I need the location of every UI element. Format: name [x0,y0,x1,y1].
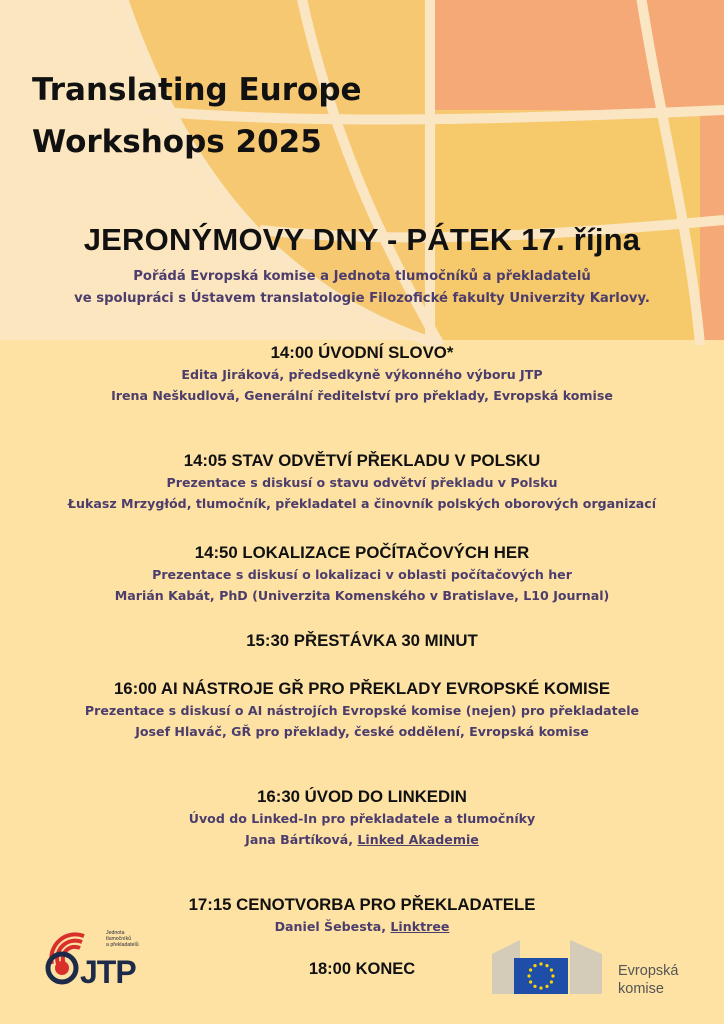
session-line: Łukasz Mrzygłód, tlumočník, překladatel a činovník polských oborových organizací [67,496,657,511]
ec-building-icon [490,934,610,1000]
session-line: Prezentace s diskusí o lokalizaci v oblasti počítačových her [152,567,572,582]
session-title: 16:00 AI NÁSTROJE GŘ PRO PŘEKLADY EVROPSKÉ KOMISE [113,679,611,698]
session-line: Úvod do Linked-In pro překladatele a tlumočníky [188,811,536,826]
session-line: Prezentace s diskusí o stavu odvětví překladu v Polsku [166,475,558,490]
session-line: Prezentace s diskusí o AI nástrojích Evropské komise (nejen) pro překladatele [84,703,640,718]
organizer-line-2: ve spolupráci s Ústavem translatologie Filozofické fakulty Univerzity Karlovy. [74,291,650,306]
ec-name [618,962,678,998]
european-commission-logo [490,934,690,1004]
jtp-name-line-3: a překladatelů [106,942,139,948]
session-title: 14:00 ÚVODNÍ SLOVO* [270,343,454,362]
session-line: Irena Neškudlová, Generální ředitelství pro překlady, Evropská komise [111,388,613,403]
ec-name-line-1: Evropská [618,963,679,979]
session-title: 14:50 LOKALIZACE POČÍTAČOVÝCH HER [194,543,530,562]
session-break [0,630,724,652]
session-title: 17:15 CENOTVORBA PRO PŘEKLADATELE [188,895,536,914]
jtp-logo [40,922,160,1002]
session-title: 15:30 PŘESTÁVKA 30 MINUT [246,631,478,650]
speaker-name: Jana Bártíková, [245,832,358,847]
session-opening [0,342,724,406]
organizer-line-1: Pořádá Evropská komise a Jednota tlumočníků a překladatelů [133,269,591,284]
event-headline: JERONÝMOVY DNY - PÁTEK 17. října [83,222,641,257]
jtp-letters: JTP [80,954,136,990]
session-poland [0,450,724,514]
jtp-full-name [106,930,139,948]
linked-akademie-link[interactable]: Linked Akademie [357,832,479,847]
session-line: Edita Jiráková, předsedkyně výkonného výboru JTP [181,367,543,382]
title-line-1: Translating Europe [32,72,362,108]
jtp-name-line-1: Jednota [106,930,125,936]
session-games [0,542,724,606]
session-line: Marián Kabát, PhD (Univerzita Komenského v Bratislave, L10 Journal) [114,588,610,603]
session-speaker [0,829,724,850]
ec-name-line-2: komise [618,981,664,997]
title-line-2: Workshops 2025 [32,124,322,160]
jtp-name-line-2: tlumočníků [106,936,132,942]
linktree-link[interactable]: Linktree [390,919,450,934]
workshop-title [32,64,452,168]
session-ai-tools [0,678,724,742]
end-time: 18:00 KONEC [308,960,416,978]
session-linkedin [0,786,724,850]
organizer-info [0,266,724,310]
session-title: 14:05 STAV ODVĚTVÍ PŘEKLADU V POLSKU [183,451,541,470]
session-line: Josef Hlaváč, GŘ pro překlady, české oddělení, Evropská komise [135,724,589,739]
speaker-name: Daniel Šebesta, [274,919,391,934]
session-title: 16:30 ÚVOD DO LINKEDIN [257,787,467,806]
